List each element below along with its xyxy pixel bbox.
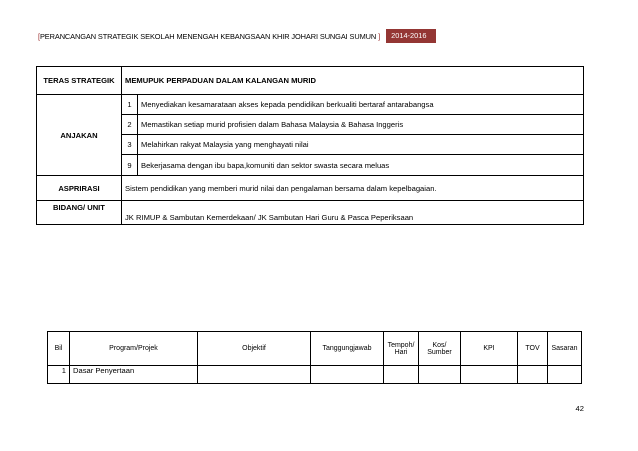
table-cell	[419, 366, 461, 384]
column-header: Kos/ Sumber	[419, 332, 461, 366]
table-cell	[198, 366, 311, 384]
anjakan-text: Bekerjasama dengan ibu bapa,komuniti dan sektor swasta secara meluas	[138, 155, 584, 176]
anjakan-no: 2	[122, 115, 138, 135]
anjakan-label: ANJAKAN	[37, 95, 122, 176]
anjakan-text: Menyediakan kesamarataan akses kepada pendidikan berkualiti bertaraf antarabangsa	[138, 95, 584, 115]
column-header: Tempoh/ Hari	[384, 332, 419, 366]
column-header: TOV	[518, 332, 548, 366]
header-title-wrap	[38, 32, 380, 41]
teras-value: MEMUPUK PERPADUAN DALAM KALANGAN MURID	[122, 67, 584, 95]
header-title: PERANCANGAN STRATEGIK SEKOLAH MENENGAH KEBANGSAAN KHIR JOHARI SUNGAI SUMUN	[39, 31, 377, 41]
table-row	[48, 366, 582, 384]
row-program: Dasar Penyertaan	[70, 366, 198, 384]
anjakan-no: 3	[122, 135, 138, 155]
anjakan-no: 1	[122, 95, 138, 115]
teras-row	[37, 67, 584, 95]
table-cell	[518, 366, 548, 384]
column-header: KPI	[461, 332, 518, 366]
column-header: Sasaran	[548, 332, 582, 366]
program-header-row	[48, 332, 582, 366]
teras-label: TERAS STRATEGIK	[37, 67, 122, 95]
anjakan-text: Memastikan setiap murid profisien dalam Bahasa Malaysia & Bahasa Inggeris	[138, 115, 584, 135]
anjakan-row	[37, 95, 584, 115]
column-header: Objektif	[198, 332, 311, 366]
program-table	[47, 331, 582, 384]
bracket-close: ]	[378, 31, 381, 41]
bidang-row	[37, 201, 584, 225]
table-cell	[311, 366, 384, 384]
anjakan-no: 9	[122, 155, 138, 176]
bidang-value: JK RIMUP & Sambutan Kemerdekaan/ JK Sambutan Hari Guru & Pasca Peperiksaan	[122, 201, 584, 225]
page-number: 42	[575, 404, 584, 413]
bidang-label: BIDANG/ UNIT	[37, 201, 122, 225]
aspirasi-value: Sistem pendidikan yang memberi murid nilai dan pengalaman bersama dalam kepelbagaian.	[122, 176, 584, 201]
table-cell	[548, 366, 582, 384]
column-header: Program/Projek	[70, 332, 198, 366]
column-header: Bil	[48, 332, 70, 366]
table-cell	[384, 366, 419, 384]
column-header: Tanggungjawab	[311, 332, 384, 366]
header-year: 2014-2016	[386, 29, 436, 43]
table-cell	[461, 366, 518, 384]
document-header	[38, 29, 436, 43]
strategy-table	[36, 66, 584, 225]
anjakan-text: Melahirkan rakyat Malaysia yang menghayati nilai	[138, 135, 584, 155]
bracket-open: [	[38, 31, 40, 41]
row-bil: 1	[48, 366, 70, 384]
aspirasi-label: ASPRIRASI	[37, 176, 122, 201]
aspirasi-row	[37, 176, 584, 201]
